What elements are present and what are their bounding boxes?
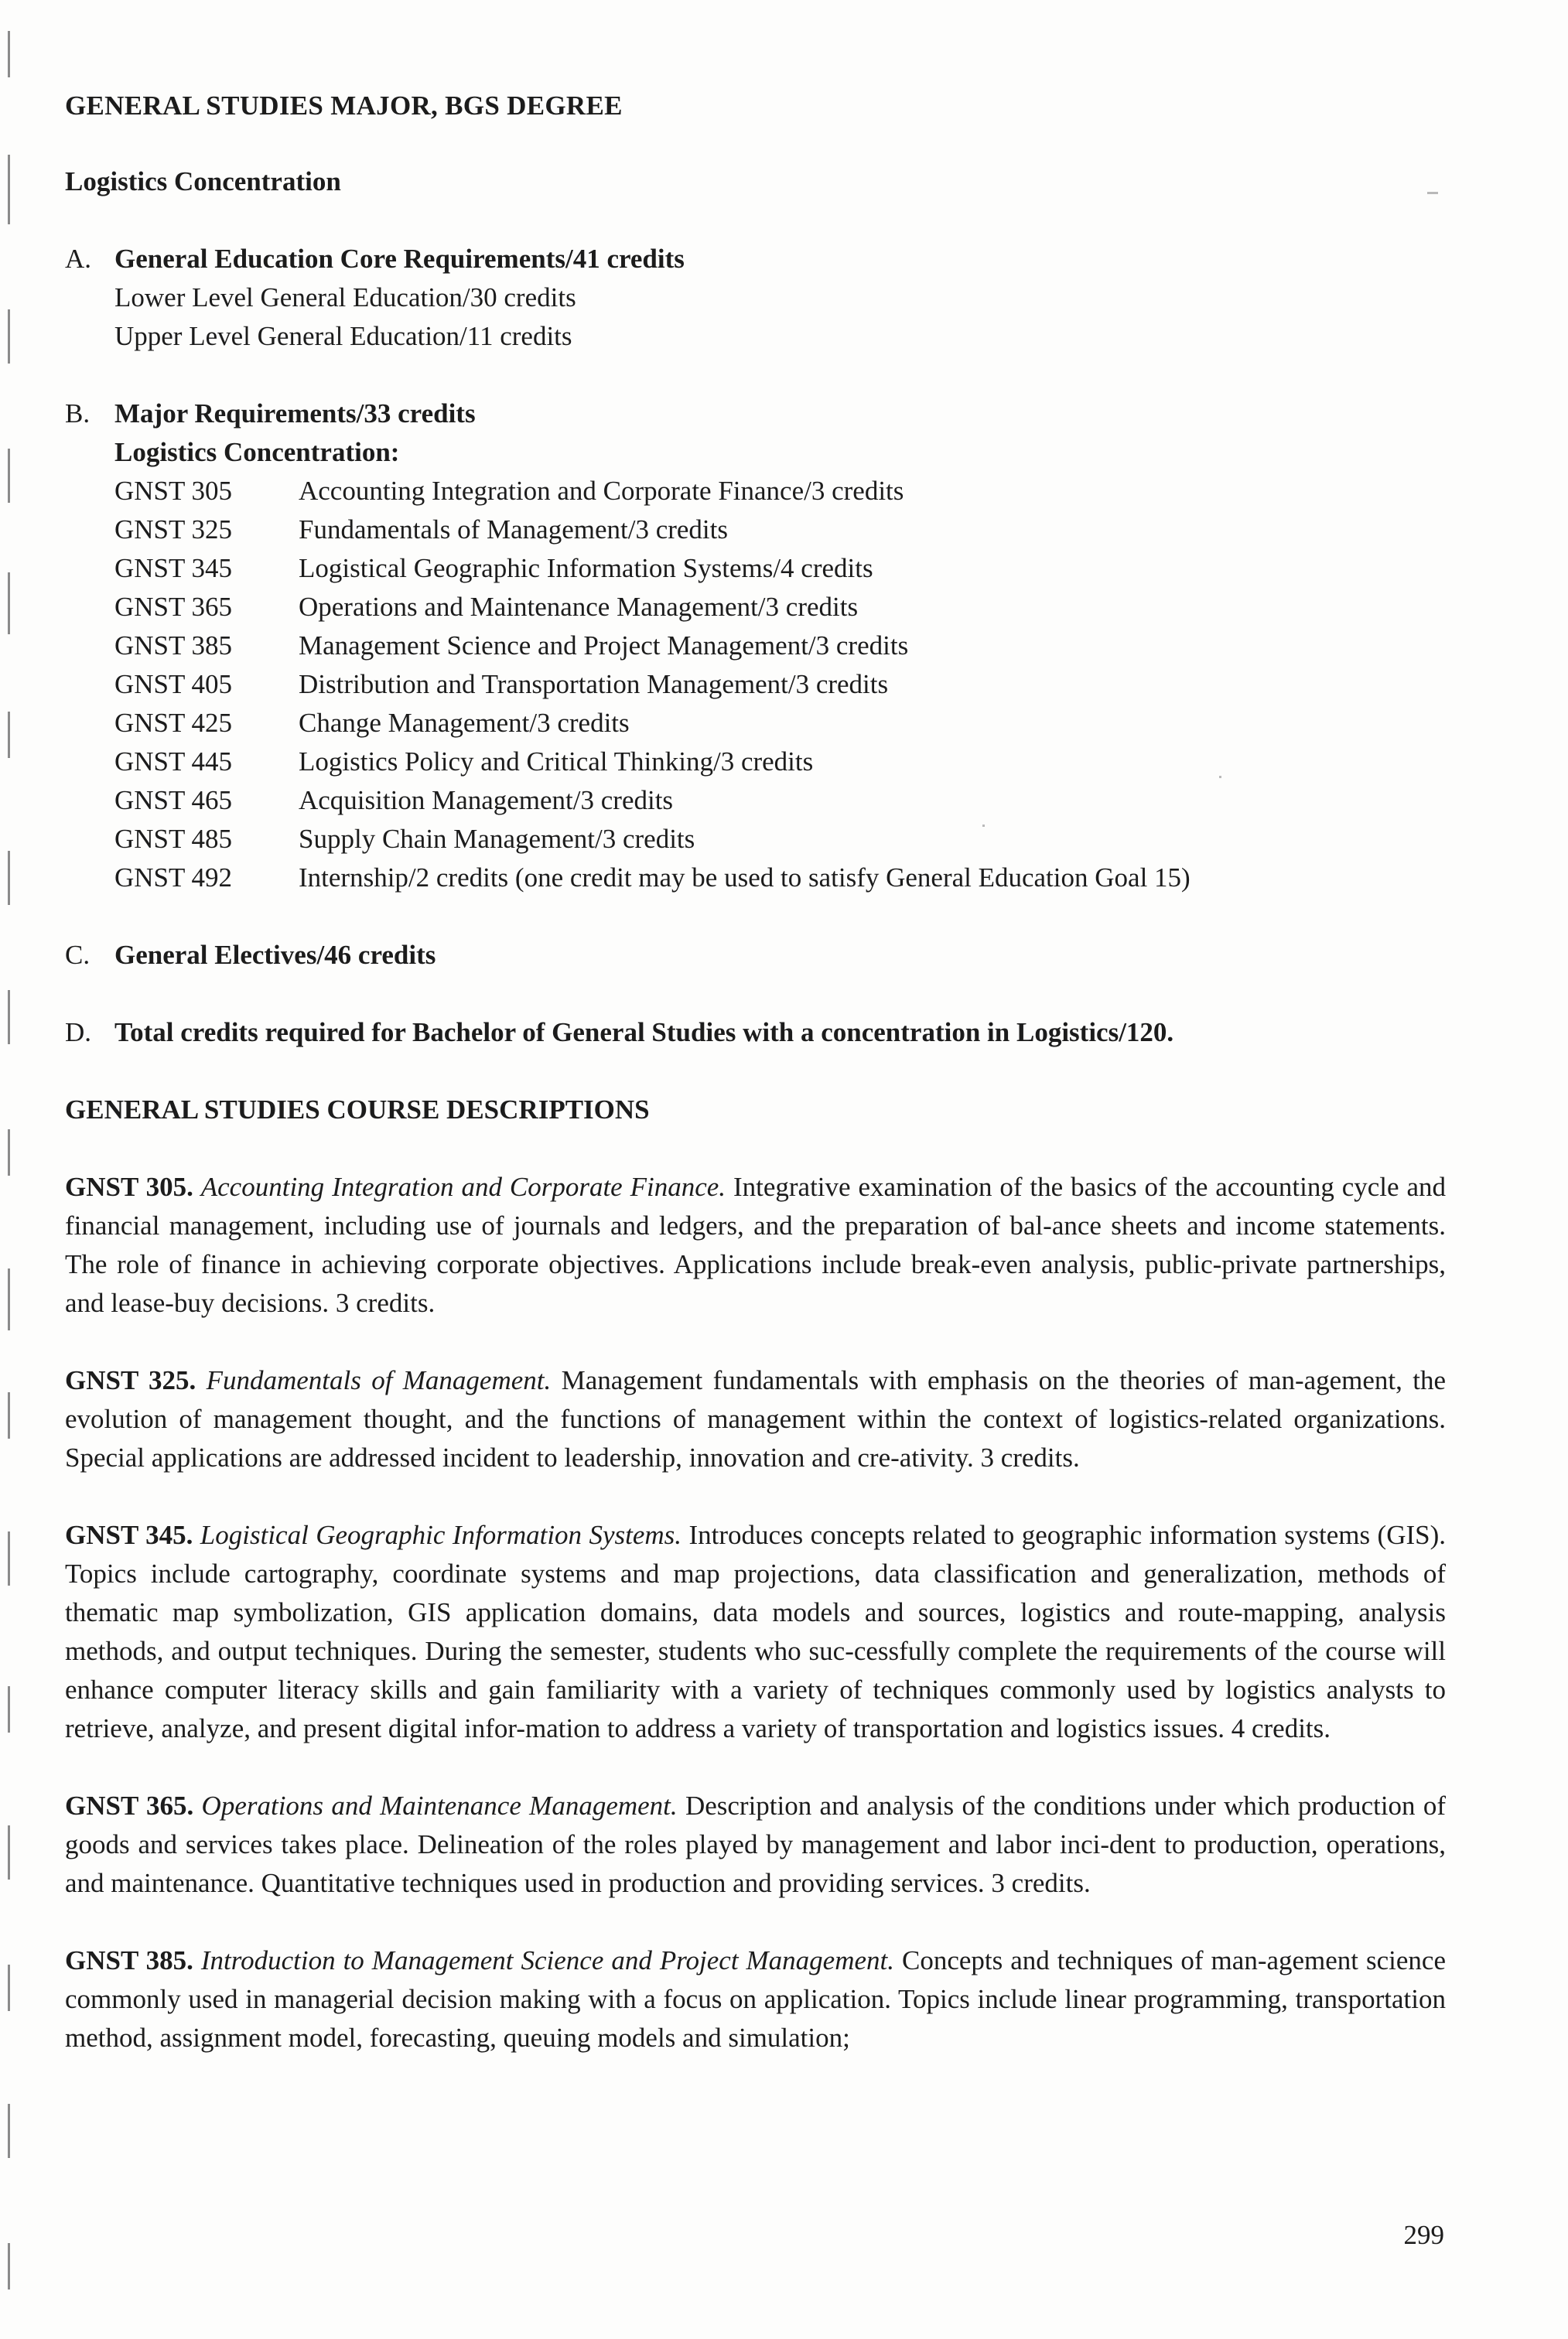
course-code: GNST 485 (114, 824, 233, 854)
section-letter: C. (65, 940, 91, 970)
course-row (114, 510, 1457, 549)
binding-mark (8, 1129, 10, 1176)
binding-mark (8, 1825, 10, 1880)
course-code: GNST 405 (114, 669, 233, 699)
requirement-line: Lower Level General Education/30 credits (114, 282, 576, 312)
course-name: Logistical Geographic Information Systems/4 credits (299, 553, 873, 583)
course-description (65, 1787, 1446, 1903)
binding-mark (8, 2104, 10, 2158)
section-body (114, 1013, 1457, 1052)
course-row (114, 781, 1457, 820)
course-code: GNST 385 (114, 630, 233, 661)
binding-mark (8, 1965, 10, 2011)
description-title: Fundamentals of Management. (206, 1365, 552, 1395)
concentration-title: Logistics Concentration (65, 166, 341, 196)
course-description (65, 1516, 1446, 1748)
course-description (65, 1168, 1446, 1323)
description-title: Introduction to Management Science and Project Management. (200, 1945, 895, 1975)
binding-mark (8, 2243, 10, 2289)
description-text: Introduces concepts related to geographic information systems (GIS). Topics include cartography, coordinate systems and map projections, data classification and generalization, methods of thematic map symbolization, GIS application domains, data models and sources, logistics and route-mapping, analysis methods, and output techniques. During the semester, students who suc-cessfully complete the requirements of the course will enhance computer literacy skills and gain familiarity with a variety of techniques commonly used by logistics analysts to retrieve, analyze, and present digital infor-mation to address a variety of transportation and logistics issues. 4 credits. (65, 1520, 1447, 1743)
section-letter: A. (65, 244, 92, 274)
descriptions-heading: GENERAL STUDIES COURSE DESCRIPTIONS (65, 1094, 650, 1125)
course-row (114, 820, 1457, 859)
page-title: GENERAL STUDIES MAJOR, BGS DEGREE (65, 90, 623, 121)
course-name: Acquisition Management/3 credits (299, 785, 674, 815)
course-code: GNST 305 (114, 476, 233, 506)
section-title: Major Requirements/33 credits (114, 398, 476, 429)
section-letter: B. (65, 398, 91, 429)
binding-mark (8, 851, 10, 905)
section-c (65, 936, 1457, 975)
course-name: Accounting Integration and Corporate Finance/3 credits (299, 476, 904, 506)
section-title: Total credits required for Bachelor of General Studies with a concentration in Logistics/120. (114, 1017, 1174, 1047)
section-letter: D. (65, 1017, 92, 1047)
course-row (114, 665, 1457, 704)
section-title: General Electives/46 credits (114, 940, 436, 970)
binding-mark (8, 449, 10, 503)
binding-mark (8, 31, 10, 77)
section-body (114, 936, 1457, 975)
description-code: GNST 385. (65, 1945, 193, 1975)
binding-mark (8, 1686, 10, 1733)
page-number: 299 (1403, 2220, 1444, 2250)
binding-mark (8, 1269, 10, 1330)
course-row (114, 472, 1457, 510)
binding-mark (8, 1531, 10, 1586)
course-name: Change Management/3 credits (299, 708, 630, 738)
course-name: Supply Chain Management/3 credits (299, 824, 695, 854)
document-content (65, 77, 1457, 2085)
course-name: Fundamentals of Management/3 credits (299, 514, 728, 545)
requirement-line: Upper Level General Education/11 credits (114, 321, 572, 351)
section-title: General Education Core Requirements/41 credits (114, 244, 685, 274)
course-description (65, 1361, 1446, 1477)
course-code: GNST 492 (114, 862, 233, 893)
binding-mark (8, 155, 10, 224)
course-name: Logistics Policy and Critical Thinking/3 credits (299, 746, 814, 777)
description-code: GNST 325. (65, 1365, 196, 1395)
description-code: GNST 345. (65, 1520, 193, 1550)
course-code: GNST 345 (114, 553, 233, 583)
section-subtitle: Logistics Concentration: (114, 437, 400, 467)
binding-mark (8, 712, 10, 758)
course-code: GNST 365 (114, 592, 233, 622)
course-code: GNST 425 (114, 708, 233, 738)
course-name: Internship/2 credits (one credit may be used to satisfy General Education Goal 15) (299, 862, 1191, 893)
course-name: Management Science and Project Management/3 credits (299, 630, 909, 661)
description-title: Accounting Integration and Corporate Finance. (200, 1172, 726, 1202)
binding-mark (8, 572, 10, 634)
binding-mark (8, 309, 10, 364)
description-code: GNST 305. (65, 1172, 193, 1202)
course-code: GNST 465 (114, 785, 233, 815)
description-code: GNST 365. (65, 1791, 194, 1821)
description-text: Concepts and techniques of man-agement science commonly used in managerial decision making with a focus on application. Topics include linear programming, transportation method, assignment model, forecasting, queuing models and simulation; (65, 1945, 1446, 2053)
section-d (65, 1013, 1457, 1052)
section-b (65, 394, 1457, 897)
course-description (65, 1941, 1446, 2057)
section-body (114, 394, 1457, 897)
course-row (114, 588, 1457, 627)
course-code: GNST 325 (114, 514, 233, 545)
description-title: Operations and Maintenance Management. (201, 1791, 678, 1821)
course-code: GNST 445 (114, 746, 233, 777)
course-row (114, 627, 1457, 665)
binding-edge-marks (8, 31, 12, 2336)
section-a (65, 240, 1457, 356)
description-title: Logistical Geographic Information Systems. (200, 1520, 682, 1550)
course-row (114, 549, 1457, 588)
course-row (114, 743, 1457, 781)
description-text: Description and analysis of the conditions under which production of goods and services takes place. Delineation of the roles played by management and labor inci-dent to production, operations, and maintenance. Quantitative techniques used in production and providing services. 3 credits. (65, 1791, 1447, 1898)
course-row (114, 859, 1457, 897)
binding-mark (8, 990, 10, 1044)
description-text: Management fundamentals with emphasis on the theories of man-agement, the evolution of management thought, and the functions of management within the context of logistics-related organizations. Special applications are addressed incident to leadership, innovation and cre-ativity. 3 credits. (65, 1365, 1446, 1473)
course-name: Operations and Maintenance Management/3 credits (299, 592, 859, 622)
course-row (114, 704, 1457, 743)
section-body (114, 240, 1457, 356)
course-name: Distribution and Transportation Management/3 credits (299, 669, 889, 699)
description-text: Integrative examination of the basics of the accounting cycle and financial management, including use of journals and ledgers, and the preparation of bal-ance sheets and income statements. The role of finance in achieving corporate objectives. Applications include break-even analysis, public-private partnerships, and lease-buy decisions. 3 credits. (65, 1172, 1447, 1318)
binding-mark (8, 1392, 10, 1439)
